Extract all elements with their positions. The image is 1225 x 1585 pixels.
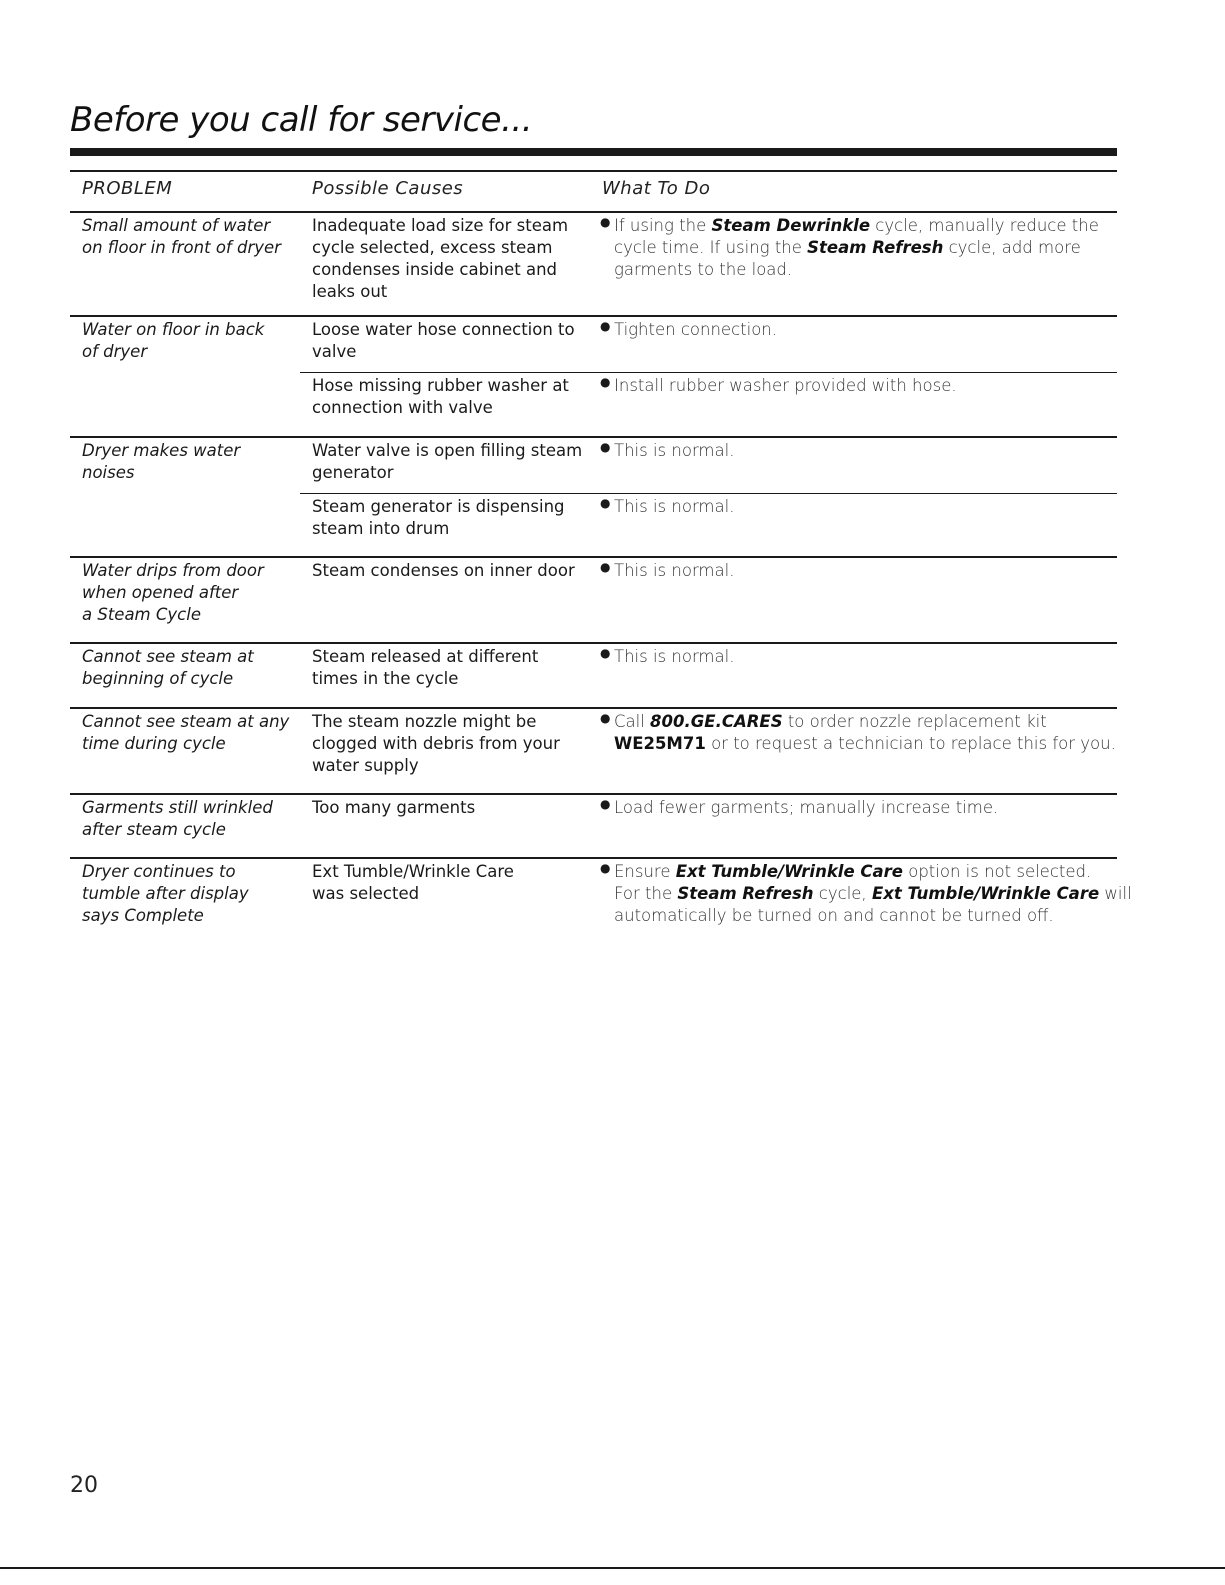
problem-text: Cannot see steam at beginning of cycle: [82, 647, 254, 688]
todo-text: ● This is normal.: [600, 496, 735, 516]
bullet-icon: ●: [600, 319, 611, 333]
bullet-icon: ●: [600, 646, 611, 660]
table-header: [70, 170, 1117, 213]
cause-entry: [300, 372, 1117, 436]
problem-text: Water on floor in back of dryer: [82, 320, 265, 361]
troubleshooting-table: [70, 170, 1132, 943]
header-possible-causes: Possible Causes: [312, 178, 464, 199]
bullet-icon: ●: [600, 797, 611, 811]
cause-text: Ext Tumble/Wrinkle Care was selected: [312, 862, 514, 903]
todo-text: ● Tighten connection.: [600, 319, 777, 339]
table-row: [70, 213, 1117, 317]
bullet-icon: ●: [600, 560, 611, 574]
cause-text: Inadequate load size for steam cycle selected, excess steam condenses inside cabinet and leaks out: [312, 216, 569, 301]
table-row: [70, 317, 1117, 438]
cause-text: Hose missing rubber washer at connection with valve: [312, 376, 569, 417]
bullet-icon: ●: [600, 711, 611, 725]
todo-text: ● This is normal.: [600, 440, 735, 460]
cause-text: Steam released at different times in the cycle: [312, 647, 539, 688]
todo-text: ● This is normal.: [600, 560, 735, 580]
table-row: [70, 709, 1117, 795]
table-row: [70, 438, 1117, 558]
cause-text: Steam generator is dispensing steam into drum: [312, 497, 565, 538]
todo-text: ● Ensure Ext Tumble/Wrinkle Care option is not selected. For the Steam Refresh cycle, Ext Tumble/Wrinkle Care will automatically be turned on and cannot be turned off.: [600, 861, 1132, 925]
cause-text: Too many garments: [312, 798, 476, 817]
cause-entry: [300, 317, 1117, 372]
cause-text: Loose water hose connection to valve: [312, 320, 575, 361]
page-number: 20: [70, 1473, 98, 1498]
bullet-icon: ●: [600, 215, 611, 229]
page-title: Before you call for service...: [70, 100, 532, 140]
table-row: [70, 558, 1117, 644]
todo-text: ● Load fewer garments; manually increase time.: [600, 797, 999, 817]
header-problem: PROBLEM: [82, 178, 173, 199]
title-rule: [70, 148, 1117, 156]
problem-text: Water drips from door when opened after a Steam Cycle: [82, 561, 264, 624]
bottom-rule: [0, 1567, 1225, 1569]
bullet-icon: ●: [600, 496, 611, 510]
problem-text: Garments still wrinkled after steam cycle: [82, 798, 273, 839]
cause-entry: [300, 709, 1117, 793]
problem-text: Dryer continues to tumble after display says Complete: [82, 862, 249, 925]
cause-entry: [300, 493, 1117, 556]
todo-text: ● Call 800.GE.CARES to order nozzle replacement kit WE25M71 or to request a technician to replace this for you.: [600, 711, 1116, 753]
table-row: [70, 795, 1117, 859]
problem-text: Small amount of water on floor in front of dryer: [82, 216, 281, 257]
cause-text: Steam condenses on inner door: [312, 561, 575, 580]
cause-entry: [300, 644, 1117, 707]
problem-text: Dryer makes water noises: [82, 441, 241, 482]
cause-entry: [300, 438, 1117, 493]
todo-text: ● If using the Steam Dewrinkle cycle, manually reduce the cycle time. If using the Steam Refresh cycle, add more garments to the load.: [600, 215, 1099, 279]
cause-entry: [300, 795, 1117, 857]
cause-entry: [300, 213, 1117, 315]
bullet-icon: ●: [600, 440, 611, 454]
cause-entry: [300, 558, 1117, 642]
cause-text: Water valve is open filling steam generator: [312, 441, 583, 482]
cause-entry: [300, 859, 1132, 943]
header-what-to-do: What To Do: [602, 178, 711, 199]
table-row: [70, 644, 1117, 709]
cause-text: The steam nozzle might be clogged with debris from your water supply: [312, 712, 560, 775]
bullet-icon: ●: [600, 375, 611, 389]
table-row: [70, 859, 1132, 943]
problem-text: Cannot see steam at any time during cycle: [82, 712, 290, 753]
bullet-icon: ●: [600, 861, 611, 875]
todo-text: ● This is normal.: [600, 646, 735, 666]
todo-text: ● Install rubber washer provided with hose.: [600, 375, 957, 395]
